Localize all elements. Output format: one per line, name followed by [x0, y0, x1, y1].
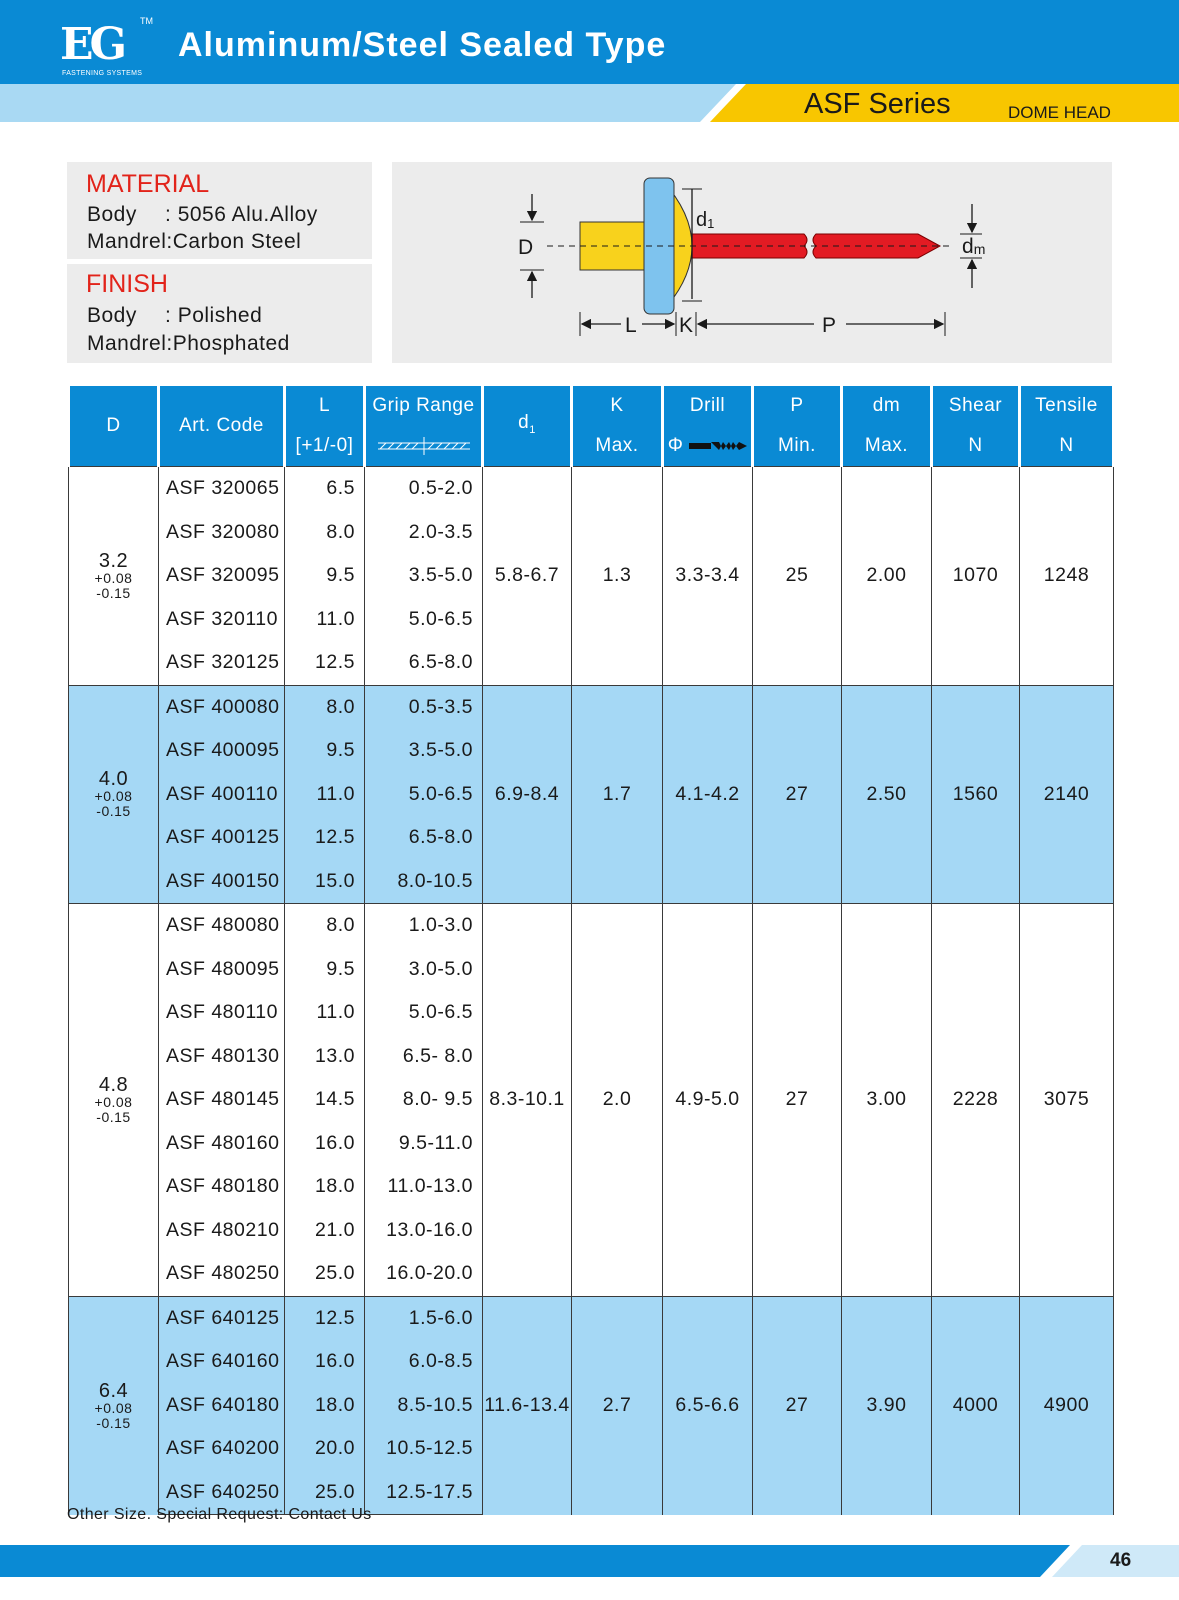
table-row: [69, 467, 1114, 511]
finish-body-sep: :: [165, 304, 172, 327]
logo-trademark: TM: [140, 16, 153, 26]
grip-range-icon: [376, 437, 472, 455]
cell-length: 8.0: [285, 904, 365, 948]
col-header-drill: Drill Φ: [663, 386, 753, 467]
cell-length: 25.0: [285, 1252, 365, 1296]
cell-grip-range: 11.0-13.0: [365, 1165, 483, 1209]
col-header-d1: $d_1$: [483, 386, 572, 467]
cell-art-code: ASF 400150: [159, 860, 285, 904]
page-number: 46: [1110, 1550, 1132, 1571]
diameter-value: 3.2: [98, 549, 129, 572]
cell-art-code: ASF 480095: [159, 948, 285, 992]
cell-length: 12.5: [285, 816, 365, 860]
cell-art-code: ASF 480145: [159, 1078, 285, 1122]
cell-length: 16.0: [285, 1122, 365, 1166]
cell-grip-range: 16.0-20.0: [365, 1252, 483, 1296]
cell-shear: 4000: [932, 1296, 1020, 1515]
finish-body-line: [87, 304, 262, 328]
cell-grip-range: 9.5-11.0: [365, 1122, 483, 1166]
table-row: [69, 904, 1114, 948]
finish-mandrel-value: Phosphated: [172, 332, 290, 355]
table-header-row: [69, 386, 1114, 467]
cell-p-min: 25: [753, 467, 842, 686]
cell-grip-range: 12.5-17.5: [365, 1471, 483, 1515]
cell-art-code: ASF 480110: [159, 991, 285, 1035]
finish-mandrel-line: [87, 332, 290, 356]
material-mandrel-value: Carbon Steel: [172, 230, 302, 253]
cell-shear: 1560: [932, 685, 1020, 904]
cell-art-code: ASF 480080: [159, 904, 285, 948]
cell-art-code: ASF 400080: [159, 685, 285, 729]
cell-art-code: ASF 640180: [159, 1384, 285, 1428]
cell-p-min: 27: [753, 685, 842, 904]
label-dm: dm: [962, 235, 986, 258]
cell-drill: 4.1-4.2: [663, 685, 753, 904]
cell-grip-range: 5.0-6.5: [365, 773, 483, 817]
cell-p-min: 27: [753, 1296, 842, 1515]
cell-grip-range: 13.0-16.0: [365, 1209, 483, 1253]
cell-drill: 3.3-3.4: [663, 467, 753, 686]
cell-grip-range: 0.5-3.5: [365, 685, 483, 729]
table-row: [69, 1296, 1114, 1340]
cell-length: 9.5: [285, 554, 365, 598]
col-header-dm: dm Max.: [842, 386, 932, 467]
cell-drill: 4.9-5.0: [663, 904, 753, 1297]
cell-art-code: ASF 400110: [159, 773, 285, 817]
cell-k-max: 2.7: [572, 1296, 663, 1515]
col-header-shear: Shear N: [932, 386, 1020, 467]
logo-mark: EG: [60, 19, 124, 70]
label-D: D: [518, 236, 534, 259]
finish-panel: [67, 264, 372, 363]
tolerance-plus: +0.08: [94, 788, 133, 805]
material-body-sep: :: [165, 203, 172, 226]
cell-art-code: ASF 400125: [159, 816, 285, 860]
cell-grip-range: 3.0-5.0: [365, 948, 483, 992]
cell-grip-range: 6.0-8.5: [365, 1340, 483, 1384]
cell-dm-max: 2.50: [842, 685, 932, 904]
cell-diameter: [69, 467, 159, 686]
cell-tensile: 2140: [1020, 685, 1114, 904]
tolerance-plus: +0.08: [94, 1399, 133, 1416]
drill-bit-icon: [689, 440, 747, 452]
cell-dm-max: 3.00: [842, 904, 932, 1297]
cell-art-code: ASF 320065: [159, 467, 285, 511]
cell-length: 18.0: [285, 1384, 365, 1428]
cell-length: 12.5: [285, 1296, 365, 1340]
finish-mandrel-key: Mandrel: [87, 332, 167, 355]
cell-length: 25.0: [285, 1471, 365, 1515]
cell-length: 11.0: [285, 598, 365, 642]
footer-note: Other Size. Special Request: Contact Us: [67, 1506, 372, 1523]
material-panel: [67, 162, 372, 259]
cell-k-max: 2.0: [572, 904, 663, 1297]
cell-length: 21.0: [285, 1209, 365, 1253]
label-P: P: [822, 314, 837, 337]
col-header-grip-range: Grip Range: [365, 386, 483, 467]
material-mandrel-line: [87, 230, 301, 254]
head-type: DOME HEAD: [1008, 103, 1111, 122]
material-mandrel-sep: :: [166, 230, 173, 253]
cell-length: 11.0: [285, 991, 365, 1035]
footer-band: [0, 1545, 1179, 1577]
cell-diameter: [69, 904, 159, 1297]
diameter-value: 4.8: [98, 1073, 129, 1096]
cell-art-code: ASF 480210: [159, 1209, 285, 1253]
tolerance-minus: -0.15: [96, 803, 131, 820]
cell-tensile: 4900: [1020, 1296, 1114, 1515]
cell-k-max: 1.7: [572, 685, 663, 904]
cell-grip-range: 10.5-12.5: [365, 1427, 483, 1471]
cell-tensile: 1248: [1020, 467, 1114, 686]
material-body-key: Body: [87, 203, 137, 226]
label-d1: d1: [696, 209, 715, 231]
cell-grip-range: 5.0-6.5: [365, 598, 483, 642]
rivet-diagram: [392, 162, 1112, 363]
logo-subtitle: FASTENING SYSTEMS: [62, 70, 143, 77]
cell-length: 20.0: [285, 1427, 365, 1471]
cell-diameter: [69, 685, 159, 904]
cell-length: 18.0: [285, 1165, 365, 1209]
cell-grip-range: 8.0-10.5: [365, 860, 483, 904]
cell-shear: 2228: [932, 904, 1020, 1297]
cell-art-code: ASF 640200: [159, 1427, 285, 1471]
cell-art-code: ASF 320095: [159, 554, 285, 598]
cell-grip-range: 0.5-2.0: [365, 467, 483, 511]
series-name: ASF Series: [804, 88, 951, 120]
cell-grip-range: 6.5- 8.0: [365, 1035, 483, 1079]
cell-length: 11.0: [285, 773, 365, 817]
cell-grip-range: 2.0-3.5: [365, 511, 483, 555]
cell-d1: 11.6-13.4: [483, 1296, 572, 1515]
cell-art-code: ASF 480160: [159, 1122, 285, 1166]
cell-length: 12.5: [285, 641, 365, 685]
company-logo: [60, 16, 153, 78]
cell-art-code: ASF 400095: [159, 729, 285, 773]
label-L: L: [625, 314, 637, 337]
cell-art-code: ASF 640250: [159, 1471, 285, 1515]
cell-art-code: ASF 640160: [159, 1340, 285, 1384]
tolerance-minus: -0.15: [96, 584, 131, 601]
diameter-value: 4.0: [98, 768, 129, 791]
cell-grip-range: 1.5-6.0: [365, 1296, 483, 1340]
col-header-L: L [+1/-0]: [285, 386, 365, 467]
diameter-value: 6.4: [98, 1379, 129, 1402]
cell-grip-range: 6.5-8.0: [365, 641, 483, 685]
cell-grip-range: 3.5-5.0: [365, 554, 483, 598]
table-row: [69, 685, 1114, 729]
material-heading: MATERIAL: [86, 170, 210, 198]
cell-art-code: ASF 480130: [159, 1035, 285, 1079]
cell-diameter: [69, 1296, 159, 1515]
cell-length: 9.5: [285, 729, 365, 773]
material-body-line: [87, 203, 318, 227]
cell-d1: 6.9-8.4: [483, 685, 572, 904]
col-header-art-code: Art. Code: [159, 386, 285, 467]
cell-length: 15.0: [285, 860, 365, 904]
cell-art-code: ASF 320125: [159, 641, 285, 685]
cell-grip-range: 8.0- 9.5: [365, 1078, 483, 1122]
cell-dm-max: 3.90: [842, 1296, 932, 1515]
cell-length: 14.5: [285, 1078, 365, 1122]
cell-p-min: 27: [753, 904, 842, 1297]
col-header-tensile: Tensile N: [1020, 386, 1114, 467]
cell-length: 8.0: [285, 685, 365, 729]
cell-art-code: ASF 480250: [159, 1252, 285, 1296]
cell-k-max: 1.3: [572, 467, 663, 686]
table-body: [69, 467, 1114, 1515]
tolerance-minus: -0.15: [96, 1108, 131, 1125]
finish-heading: FINISH: [86, 270, 168, 298]
series-banner: [0, 84, 1179, 122]
cell-tensile: 3075: [1020, 904, 1114, 1297]
col-header-K: K Max.: [572, 386, 663, 467]
cell-shear: 1070: [932, 467, 1020, 686]
cell-length: 8.0: [285, 511, 365, 555]
cell-length: 6.5: [285, 467, 365, 511]
cell-length: 13.0: [285, 1035, 365, 1079]
cell-grip-range: 6.5-8.0: [365, 816, 483, 860]
cell-dm-max: 2.00: [842, 467, 932, 686]
page-title: Aluminum/Steel Sealed Type: [178, 26, 667, 64]
material-mandrel-key: Mandrel: [87, 230, 167, 253]
material-body-value: 5056 Alu.Alloy: [177, 203, 318, 226]
cell-art-code: ASF 640125: [159, 1296, 285, 1340]
col-header-P: P Min.: [753, 386, 842, 467]
tolerance-plus: +0.08: [94, 1093, 133, 1110]
cell-grip-range: 8.5-10.5: [365, 1384, 483, 1428]
tolerance-plus: +0.08: [94, 569, 133, 586]
cell-art-code: ASF 320110: [159, 598, 285, 642]
finish-body-key: Body: [87, 304, 137, 327]
cell-drill: 6.5-6.6: [663, 1296, 753, 1515]
cell-grip-range: 5.0-6.5: [365, 991, 483, 1035]
spec-table: [67, 386, 1115, 1515]
cell-length: 16.0: [285, 1340, 365, 1384]
cell-d1: 8.3-10.1: [483, 904, 572, 1297]
finish-body-value: Polished: [177, 304, 263, 327]
rivet-diagram-panel: [392, 162, 1112, 363]
col-header-D: D: [69, 386, 159, 467]
cell-art-code: ASF 320080: [159, 511, 285, 555]
label-K: K: [679, 314, 694, 337]
cell-art-code: ASF 480180: [159, 1165, 285, 1209]
tolerance-minus: -0.15: [96, 1414, 131, 1431]
cell-grip-range: 3.5-5.0: [365, 729, 483, 773]
cell-length: 9.5: [285, 948, 365, 992]
cell-grip-range: 1.0-3.0: [365, 904, 483, 948]
finish-mandrel-sep: :: [166, 332, 173, 355]
cell-d1: 5.8-6.7: [483, 467, 572, 686]
